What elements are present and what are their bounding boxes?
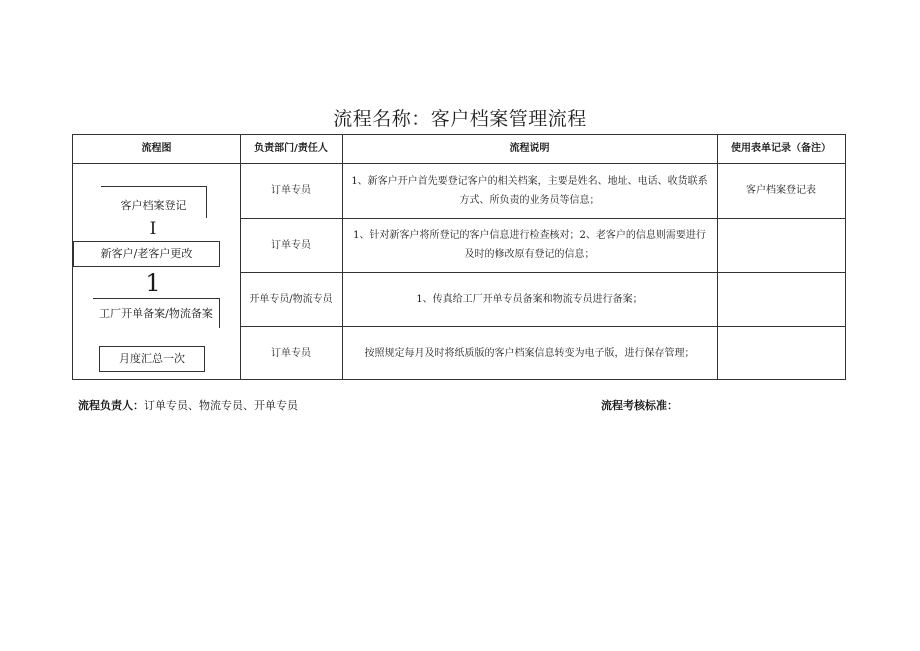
header-flowchart: 流程图	[141, 143, 172, 154]
flow-step-update-label: 新客户/老客户更改	[100, 247, 193, 260]
row1-form: 客户档案登记表	[746, 185, 816, 196]
owner-label: 流程负责人：	[78, 399, 144, 412]
flow-step-filing-label: 工厂开单备案/物流备案	[99, 307, 213, 320]
row1-department: 订单专员	[271, 185, 311, 196]
flow-connector-2: 1	[145, 269, 161, 297]
row2-description: 1、针对新客户将所登记的客户信息进行检查核对；2、老客户的信息则需要进行及时的修改原有登记的信息；	[353, 230, 706, 260]
row2-form	[717, 218, 845, 272]
flow-step-register	[101, 186, 207, 218]
row1-description: 1、新客户开户首先要登记客户的相关档案，主要是姓名、地址、电话、收货联系方式、所负责的业务员等信息；	[351, 175, 708, 206]
row4-form	[717, 326, 845, 380]
footer-standard	[601, 397, 678, 413]
footer-owner	[78, 397, 298, 413]
flow-step-filing	[93, 298, 220, 328]
process-table	[72, 134, 846, 380]
owner-value: 订单专员、物流专员、开单专员	[144, 399, 298, 412]
header-department: 负责部门/责任人	[254, 143, 328, 154]
row4-description: 按照规定每月及时将纸质版的客户档案信息转变为电子版，进行保存管理；	[364, 347, 695, 359]
standard-label: 流程考核标准：	[601, 399, 678, 412]
row3-description: 1、传真给工厂开单专员备案和物流专员进行备案；	[416, 293, 643, 305]
flow-connector-1: I	[149, 219, 157, 239]
row3-department: 开单专员/物流专员	[249, 293, 333, 305]
header-forms: 使用表单记录（备注）	[731, 143, 831, 154]
row4-department: 订单专员	[271, 347, 311, 359]
flow-step-monthly-summary	[99, 346, 205, 372]
row3-form	[717, 272, 845, 326]
flow-step-monthly-summary-label: 月度汇总一次	[119, 352, 185, 365]
flow-step-register-label: 客户档案登记	[120, 199, 187, 212]
flow-step-update	[73, 241, 220, 267]
row2-department: 订单专员	[271, 239, 311, 251]
header-description: 流程说明	[509, 143, 550, 154]
page-title: 流程名称：客户档案管理流程	[333, 108, 587, 130]
